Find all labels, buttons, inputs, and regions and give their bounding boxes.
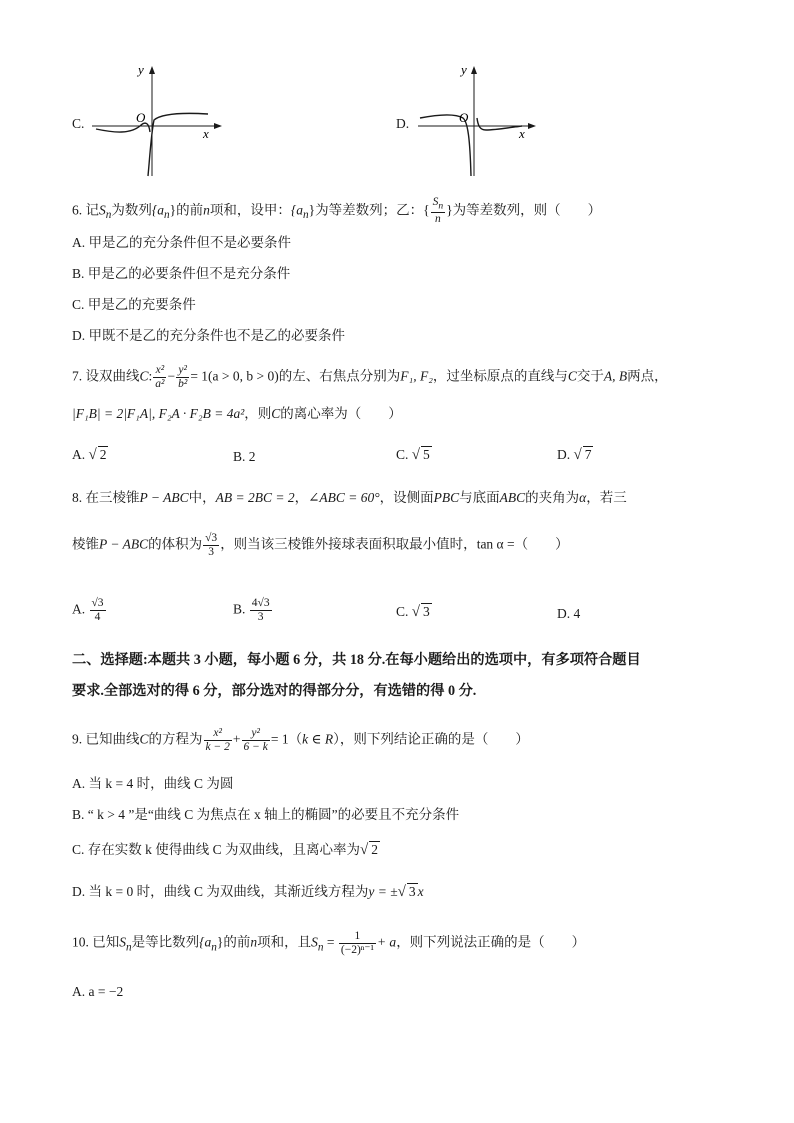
q6-option-d: D. 甲既不是乙的充分条件也不是乙的必要条件 xyxy=(72,328,345,343)
q7-option-c: C. √ 5 xyxy=(396,447,430,463)
q8-option-a: A. $\frac{√3}{4}$ xyxy=(72,597,104,623)
q9-option-a: A. 当 k = 4 时，曲线 C 为圆 xyxy=(72,776,234,791)
graph-c-plot xyxy=(90,60,230,180)
q9-option-b: B. “ k > 4 ”是“曲线 C 为焦点在 x 轴上的椭圆”的必要且不充分条件 xyxy=(72,807,460,822)
graph-c-x-label: x xyxy=(203,126,209,141)
graph-c-label: C. xyxy=(72,116,85,131)
q10-option-a: A. a = −2 xyxy=(72,984,124,999)
q7-option-b: B. 2 xyxy=(233,449,256,464)
graph-option-d xyxy=(396,60,556,180)
graph-d-x-arrow xyxy=(528,123,536,129)
section-2-heading-line1: 二、选择题:本题共 3 小题，每小题 6 分，共 18 分.在每小题给出的选项中，有多项符合题目 xyxy=(72,652,641,668)
graph-d-curve-right xyxy=(477,118,522,130)
graph-d-label: D. xyxy=(396,116,410,131)
q8-stem-line1: 8. 在三棱锥P − ABC中，AB = 2BC = 2，∠ABC = 60°，设侧面PBC与底面ABC的夹角为α，若三 xyxy=(72,490,627,505)
graph-d-y-arrow xyxy=(471,66,477,74)
q8-option-d: D. 4 xyxy=(557,606,581,621)
q7-stem-line2: |F₁B| = 2|F₁A|, F₂A · F₂B = 4a²，则C的离心率为（ ） xyxy=(72,406,402,421)
q7-option-a: A. √ 2 xyxy=(72,447,107,463)
graph-d-y-label: y xyxy=(461,62,467,77)
q9-option-c: C. 存在实数 k 使得曲线 C 为双曲线，且离心率为√ 2 xyxy=(72,842,378,858)
q6-option-a: A. 甲是乙的充分条件但不是必要条件 xyxy=(72,235,291,250)
graph-c-y-label: y xyxy=(138,62,144,77)
q10-stem: 10. 已知$S_n$是等比数列$\{a_n\}$的前n项和，且$S_n$ = $\frac{1}{\text{(−2)ⁿ⁻¹}}$ + a，则下列说法正确的是（ ） xyxy=(72,930,586,956)
q7-frac-x: $\frac{\text{x²}}{\text{a²}}$ xyxy=(155,364,165,390)
graph-option-c xyxy=(70,60,230,180)
q6-sn-over-n: $\frac{S_n}{n}$ xyxy=(432,196,444,226)
q9-frac-y: $\frac{\text{y²}}{6 - k}$ xyxy=(243,727,268,753)
q8-stem-line2: 棱锥P − ABC的体积为 $\frac{√3}{3}$ ，则当该三棱锥外接球表面积取最小值时，tan α =（ ） xyxy=(72,532,569,558)
section-2-heading-line2: 要求.全部选对的得 6 分，部分选对的得部分分，有选错的得 0 分. xyxy=(72,683,477,699)
q8-volume-frac: $\frac{√3}{3}$ xyxy=(205,532,218,558)
q6-stem: 6. 记$S_n$为数列$\{a_n\}$的前n项和，设甲：$\{a_n\}$为等差数列；乙：{ $\frac{S_n}{n}$ }为等差数列，则（ ） xyxy=(72,196,602,226)
graph-d-x-label: x xyxy=(519,126,525,141)
graph-d-origin-label: O xyxy=(459,110,469,125)
q6-option-b: B. 甲是乙的必要条件但不是充分条件 xyxy=(72,266,291,281)
q8-option-c: C. √ 3 xyxy=(396,604,430,620)
graph-c-y-arrow xyxy=(149,66,155,74)
graph-c-origin-label: O xyxy=(136,110,146,125)
graph-c-curve-right xyxy=(148,113,208,176)
graph-c-x-arrow xyxy=(214,123,222,129)
q7-option-d: D. √ 7 xyxy=(557,447,592,463)
q9-option-d: D. 当 k = 0 时，曲线 C 为双曲线，其渐近线方程为y = ±√ 3 x xyxy=(72,884,424,900)
q10-frac: $\frac{1}{\text{(−2)ⁿ⁻¹}}$ xyxy=(340,930,374,956)
q9-stem: 9. 已知曲线C的方程为 $\frac{\text{x²}}{k - 2}$ + $\frac{\text{y²}}{6 - k}$ = 1（k ∈ R），则下列结论正确的是（ ） xyxy=(72,727,529,753)
q6-option-c: C. 甲是乙的充要条件 xyxy=(72,297,196,312)
graph-d-plot xyxy=(416,60,556,180)
q8-option-b: B. $\frac{4√3}{3}$ xyxy=(233,597,270,623)
q7-frac-y: $\frac{\text{y²}}{\text{b²}}$ xyxy=(178,364,188,390)
q7-stem-line1: 7. 设双曲线C: $\frac{\text{x²}}{\text{a²}}$ − $\frac{\text{y²}}{\text{b²}}$ = 1(a > 0, b > 0)的左、右焦点分别为F₁, F₂，过坐标原点的直线与C交于A, B两点， xyxy=(72,364,668,390)
q9-frac-x: $\frac{\text{x²}}{k - 2}$ xyxy=(205,727,230,753)
